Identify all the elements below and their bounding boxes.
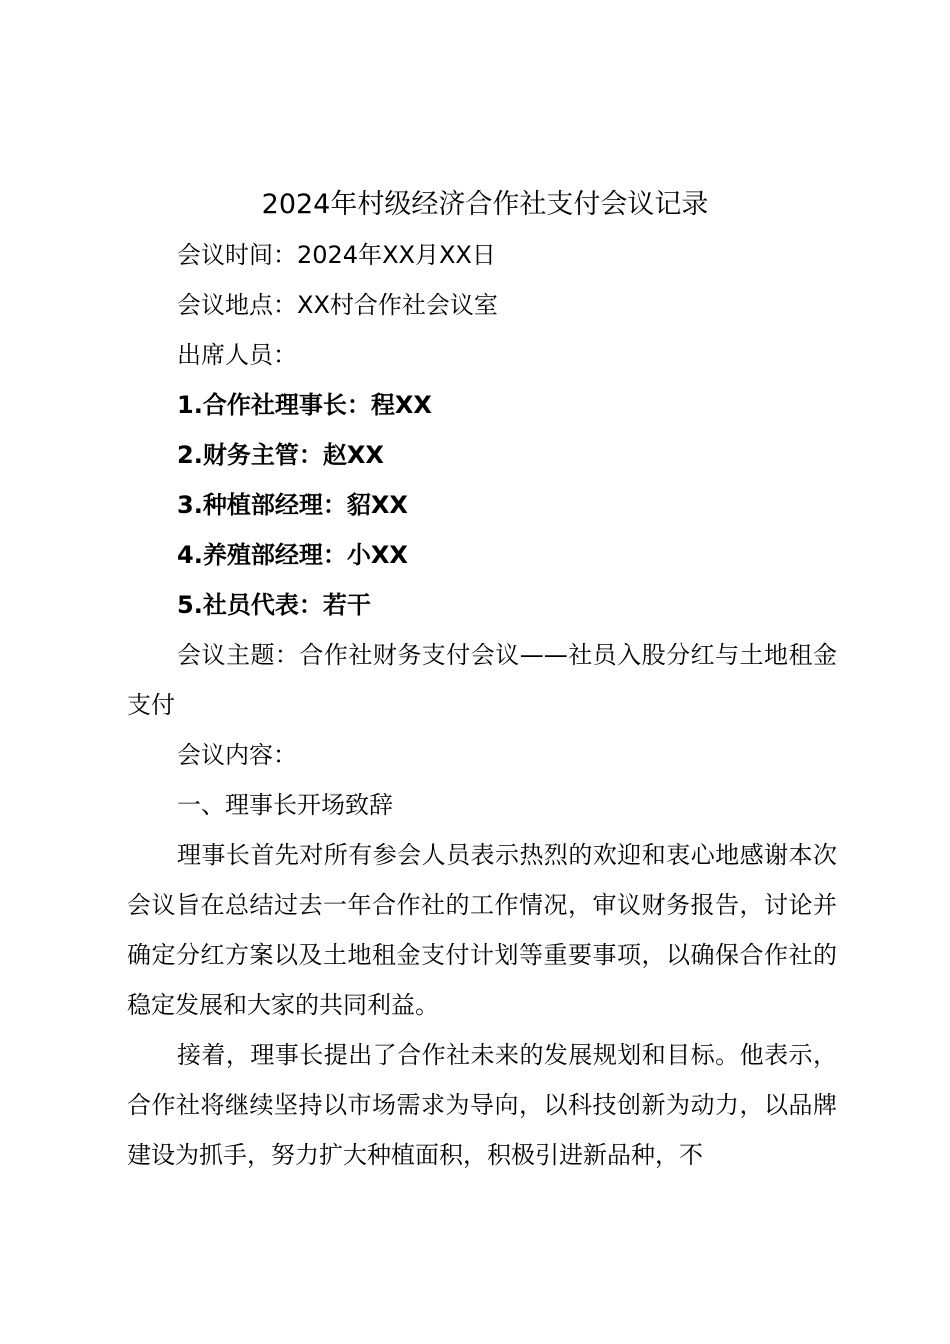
attendee-item: 3.种植部经理：貂XX [177, 491, 408, 519]
section-heading: 一、理事长开场致辞 [177, 791, 393, 819]
content-label: 会议内容： [177, 741, 297, 769]
attendee-item: 2.财务主管：赵XX [177, 441, 384, 469]
body-paragraph: 接着，理事长提出了合作社未来的发展规划和目标。他表示，合作社将继续坚持以市场需求为导向，以科技创新为动力，以品牌建设为抓手，努力扩大种植面积，积极引进新品种，不 [127, 1041, 837, 1169]
meeting-time: 会议时间：2024年XX月XX日 [177, 241, 496, 269]
meeting-place: 会议地点：XX村合作社会议室 [177, 291, 498, 319]
attendee-item: 1.合作社理事长：程XX [177, 391, 432, 419]
attendee-item: 5.社员代表：若干 [177, 591, 371, 619]
meeting-topic: 会议主题：合作社财务支付会议——社员入股分红与土地租金支付 [127, 641, 837, 719]
attendee-item: 4.养殖部经理：小XX [177, 541, 408, 569]
attendees-label: 出席人员： [177, 341, 297, 369]
document-body [127, 180, 837, 1180]
body-paragraph: 理事长首先对所有参会人员表示热烈的欢迎和衷心地感谢本次会议旨在总结过去一年合作社的工作情况，审议财务报告，讨论并确定分红方案以及土地租金支付计划等重要事项，以确保合作社的稳定发展和大家的共同利益。 [127, 841, 837, 1019]
document-title: 2024年村级经济合作社支付会议记录 [261, 189, 709, 220]
